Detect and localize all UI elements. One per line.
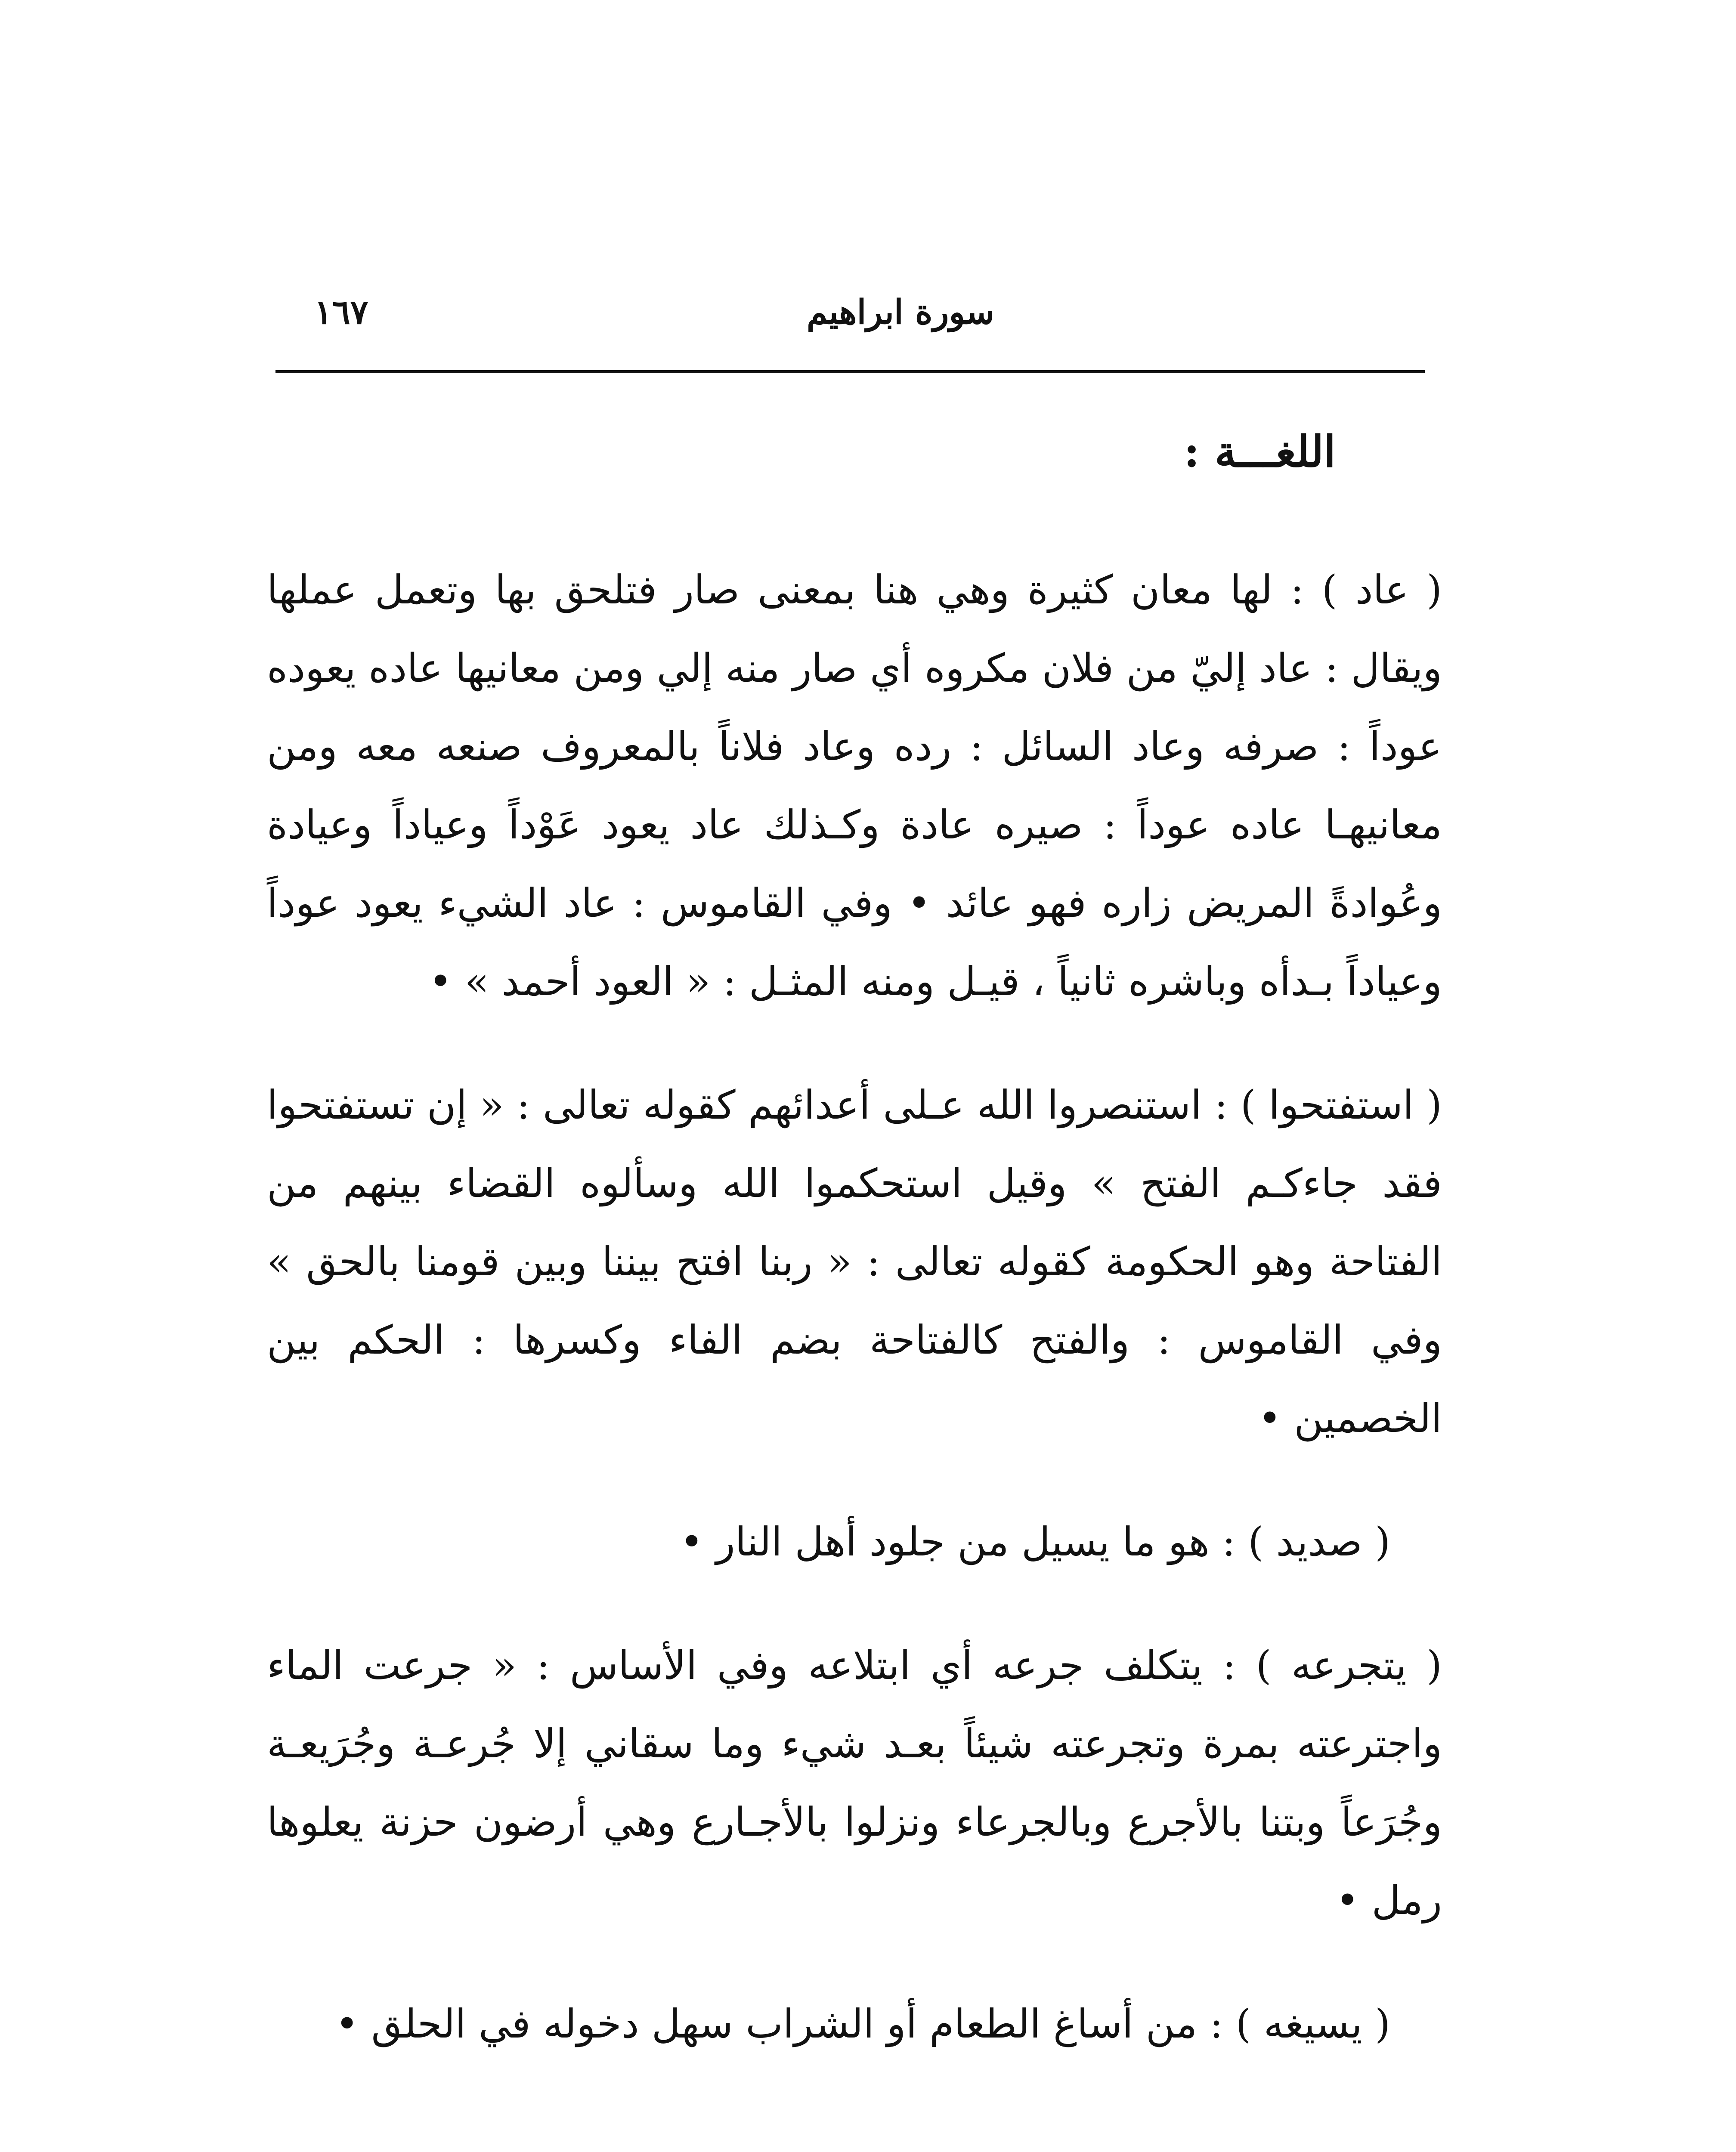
- entry-istaftahu: ( استفتحوا ) : استنصروا الله عـلى أعدائهم كقوله تعالى : « إن تستفتحوا فقد جاءكـم الفتح » وقيل استحكموا الله وسألوه القضاء بينهم من الفتاحة وهو الحكومة كقوله تعالى : « ربنا افتح بيننا وبين قومنا بالحق » وفي القاموس : والفتح كالفتاحة بضم الفاء وكسرها : الحكم بين الخصمين •: [267, 1082, 1442, 1441]
- header-divider: [275, 370, 1425, 373]
- entry-sadid: ( صديد ) : هو ما يسيل من جلود أهل النار •: [680, 1519, 1390, 1565]
- chapter-title: سورة ابراهيم: [806, 293, 994, 332]
- entry-yusighuhu: ( يسيغه ) : من أساغ الطعام أو الشراب سهل دخوله في الحلق •: [335, 2001, 1390, 2047]
- page-number: ١٦٧: [314, 293, 368, 332]
- entry-yatajarrauhu: ( يتجرعه ) : يتكلف جرعه أي ابتلاعه وفي الأساس : « جرعت الماء واجترعته بمرة وتجرعته شيئاً بعـد شيء وما سقاني إلا جُرعـة وجُرَيعـة وجُرَعاً وبتنا بالأجرع وبالجرعاء ونزلوا بالأجـارع وهي أرضون حزنة يعلوها رمل •: [267, 1642, 1442, 1923]
- running-header: [275, 284, 1425, 344]
- body-text: [267, 551, 1442, 2109]
- entry-aad: ( عاد ) : لها معان كثيرة وهي هنا بمعنى صار فتلحق بها وتعمل عملها ويقال : عاد إليّ من فلان مكروه أي صار منه إلي ومن معانيها عاده يعوده عوداً : صرفه وعاد السائل : رده وعاد فلاناً بالمعروف صنعه معه ومن معانيهـا عاده عوداً : صيره عادة وكـذلك عاد يعود عَوْداً وعياداً وعيادة وعُوادةً المريض زاره فهو عائد • وفي القاموس : عاد الشيء يعود عوداً وعياداً بـدأه وباشره ثانياً ، قيـل ومنه المثـل : « العود أحمد » •: [267, 567, 1442, 1005]
- section-heading: اللغـــة :: [1184, 426, 1336, 477]
